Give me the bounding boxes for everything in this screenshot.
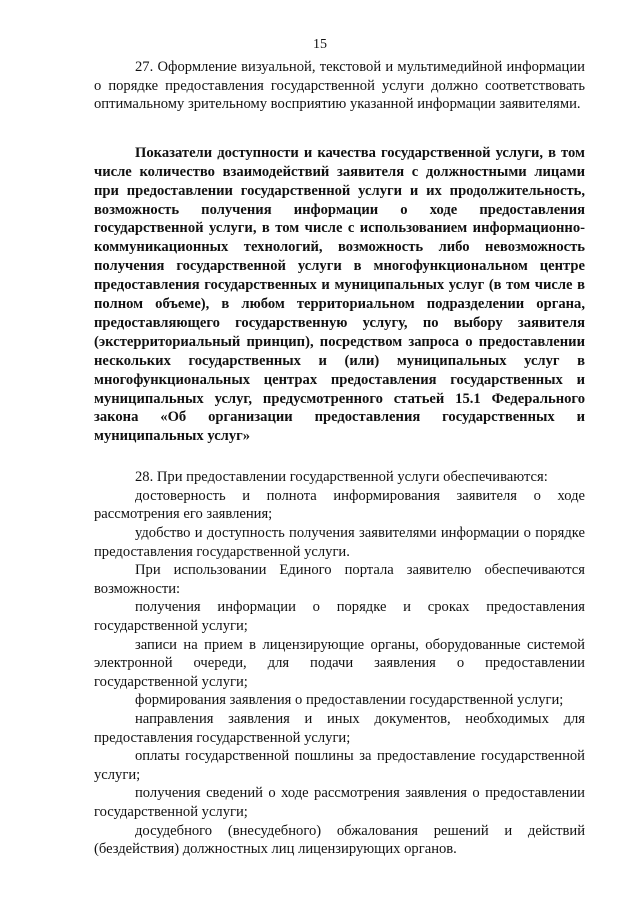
portal-item-6: получения сведений о ходе рассмотрения заявления о предоставлении государственной услуги; — [94, 785, 585, 820]
paragraph-28-item-2: удобство и доступность получения заявителями информации о порядке предоставления государственной услуги. — [94, 525, 585, 560]
portal-item-7: досудебного (внесудебного) обжалования решений и действий (бездействия) должностных лиц лицензирующих органов. — [94, 822, 585, 858]
document-body — [94, 58, 585, 859]
paragraph-28: 28. При предоставлении государственной услуги обеспечиваются: — [135, 469, 548, 486]
paragraph-28-item-1: достоверность и полнота информирования заявителя о ходе рассмотрения его заявления; — [94, 487, 585, 523]
paragraph-27: 27. Оформление визуальной, текстовой и мультимедийной информации о порядке предоставления государственной услуги должно соответствовать оптимальному зрительному восприятию указанной информации заявителями. — [94, 59, 585, 113]
portal-item-1: получения информации о порядке и сроках предоставления государственной услуги; — [94, 599, 585, 635]
portal-item-4: направления заявления и иных документов, необходимых для предоставления государственной услуги; — [94, 711, 585, 746]
portal-item-5: оплаты государственной пошлины за предоставление государственной услуги; — [94, 748, 585, 783]
page-number: 15 — [313, 37, 327, 52]
portal-item-2: записи на прием в лицензирующие органы, оборудованные системой электронной очереди, для подачи заявления о предоставлении государственной услуги; — [94, 636, 585, 690]
section-heading: Показатели доступности и качества государственной услуги, в том числе количество взаимодействий заявителя с должностными лицами при предоставлении государственной услуги и их продолжительность, возможность получения информации о ходе предоставления государственной услуги, в том числе с использованием информационно-коммуникационных технологий, возможность либо невозможность получения государственной услуги в многофункциональном центре предоставления государственных и муниципальных услуг (в том числе в полном объеме), в любом территориальном подразделении органа, предоставляющего государственную услугу, по выбору заявителя (экстерриториальный принцип), посредством запроса о предоставлении нескольких государственных и (или) муниципальных услуг в многофункциональных центрах предоставления государственных и муниципальных услуг, предусмотренного статьей 15.1 Федерального закона «Об организации предоставления государственных и муниципальных услуг» — [94, 144, 585, 445]
portal-intro: При использовании Единого портала заявителю обеспечиваются возможности: — [94, 562, 585, 597]
portal-item-3: формирования заявления о предоставлении государственной услуги; — [135, 692, 564, 709]
